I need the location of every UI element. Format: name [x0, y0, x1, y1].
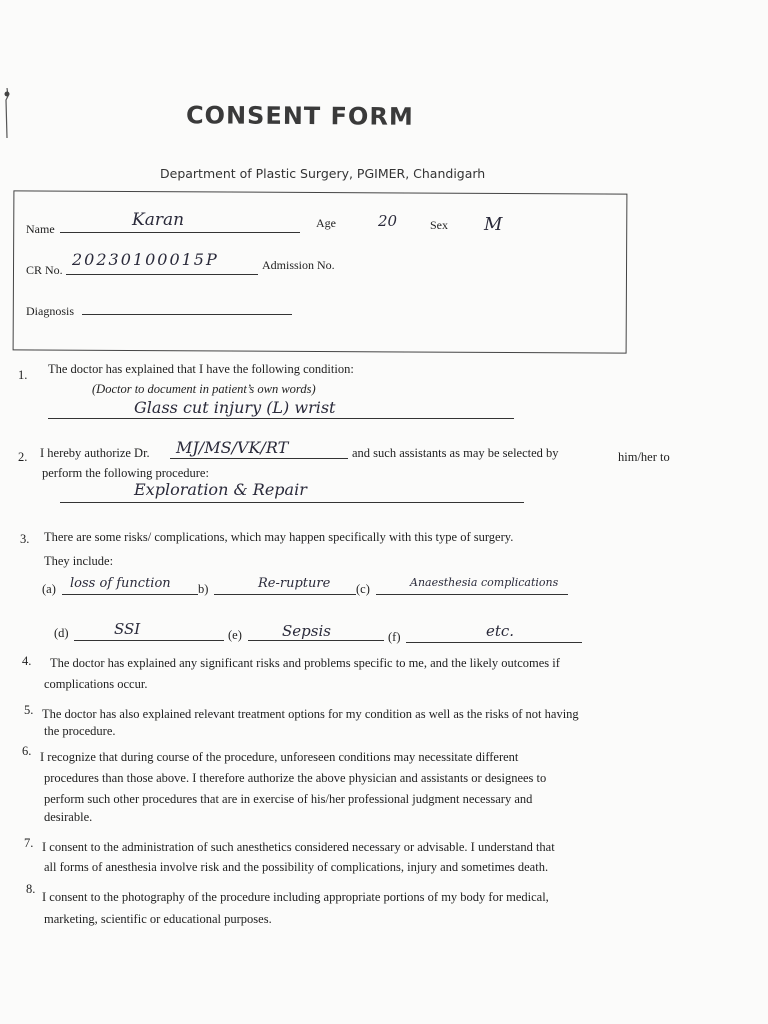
admission-label: Admission No. — [262, 258, 335, 272]
risk-d-value[interactable]: SSI — [114, 620, 141, 638]
item-4-line-2: complications occur. — [44, 677, 148, 691]
risk-e-line — [248, 640, 384, 641]
risk-d-line — [74, 640, 224, 641]
risk-f-line — [406, 642, 582, 643]
name-line — [60, 232, 300, 233]
doctor-value[interactable]: MJ/MS/VK/RT — [176, 438, 289, 457]
risk-a-line — [62, 594, 198, 595]
item-8-line-2: marketing, scientific or educational purposes. — [44, 912, 272, 926]
age-value[interactable]: 20 — [378, 212, 398, 230]
item-5-line-2: the procedure. — [44, 724, 116, 738]
item-2-text-b: and such assistants as may be selected by — [352, 446, 559, 460]
procedure-value[interactable]: Exploration & Repair — [134, 480, 307, 499]
item-8-number: 8. — [26, 882, 36, 896]
item-7-line-1: I consent to the administration of such anesthetics considered necessary or advisable. I understand that — [42, 840, 555, 854]
risk-b-value[interactable]: Re-rupture — [258, 576, 331, 591]
sex-value[interactable]: M — [484, 214, 503, 235]
condition-line — [48, 418, 514, 419]
procedure-line — [60, 502, 524, 503]
risk-b-label: b) — [198, 582, 209, 596]
item-5-number: 5. — [24, 703, 34, 717]
item-7-line-2: all forms of anesthesia involve risk and the possibility of complications, injury and sometimes death. — [44, 860, 549, 874]
item-1-instruction: (Doctor to document in patient’s own words) — [92, 382, 316, 396]
item-2-text-a: I hereby authorize Dr. — [40, 446, 150, 460]
risk-a-value[interactable]: loss of function — [70, 576, 171, 591]
item-6-line-1: I recognize that during course of the procedure, unforeseen conditions may necessitate different — [40, 750, 519, 764]
risk-c-value[interactable]: Anaesthesia complications — [410, 576, 559, 589]
name-label: Name — [26, 222, 55, 236]
risk-b-line — [214, 594, 356, 595]
risk-d-label: (d) — [54, 626, 69, 640]
sex-label: Sex — [430, 218, 448, 232]
item-4-line-1: The doctor has explained any significant risks and problems specific to me, and the likely outcomes if — [50, 656, 560, 670]
item-1-text: The doctor has explained that I have the following condition: — [48, 362, 354, 376]
risk-f-value[interactable]: etc. — [486, 622, 515, 640]
item-7-number: 7. — [24, 836, 34, 850]
item-6-line-3: perform such other procedures that are in exercise of his/her professional judgment necessary and — [44, 792, 533, 806]
cr-value[interactable]: 20230100015P — [72, 250, 219, 269]
item-3-number: 3. — [20, 532, 30, 546]
risk-c-label: (c) — [356, 582, 370, 596]
item-2-text-d: perform the following procedure: — [42, 466, 209, 480]
condition-value[interactable]: Glass cut injury (L) wrist — [134, 398, 336, 417]
item-6-line-2: procedures than those above. I therefore authorize the above physician and assistants or designees to — [44, 771, 547, 785]
item-5-line-1: The doctor has also explained relevant treatment options for my condition as well as the risks of not having — [42, 707, 579, 721]
department-line: Department of Plastic Surgery, PGIMER, Chandigarh — [160, 166, 486, 181]
age-label: Age — [316, 216, 336, 230]
risk-f-label: (f) — [388, 630, 401, 644]
name-value[interactable]: Karan — [132, 210, 185, 230]
item-2-number: 2. — [18, 450, 28, 464]
diagnosis-line[interactable] — [82, 314, 292, 315]
diagnosis-label: Diagnosis — [26, 304, 74, 318]
item-6-line-4: desirable. — [44, 810, 93, 824]
item-6-number: 6. — [22, 744, 32, 758]
risk-a-label: (a) — [42, 582, 56, 596]
item-3-text: There are some risks/ complications, which may happen specifically with this type of surgery. — [44, 530, 514, 544]
cr-line — [66, 274, 258, 275]
item-3-subtext: They include: — [44, 554, 114, 568]
staple-mark — [4, 88, 10, 138]
risk-c-line — [376, 594, 568, 595]
cr-label: CR No. — [26, 263, 63, 277]
item-2-text-c: him/her to — [618, 450, 670, 464]
item-4-number: 4. — [22, 654, 32, 668]
risk-e-value[interactable]: Sepsis — [282, 622, 331, 640]
item-1-number: 1. — [18, 368, 28, 382]
item-8-line-1: I consent to the photography of the procedure including appropriate portions of my body for medical, — [42, 890, 549, 904]
doctor-line — [170, 458, 348, 459]
page-title: CONSENT FORM — [185, 101, 414, 131]
risk-e-label: (e) — [228, 628, 242, 642]
